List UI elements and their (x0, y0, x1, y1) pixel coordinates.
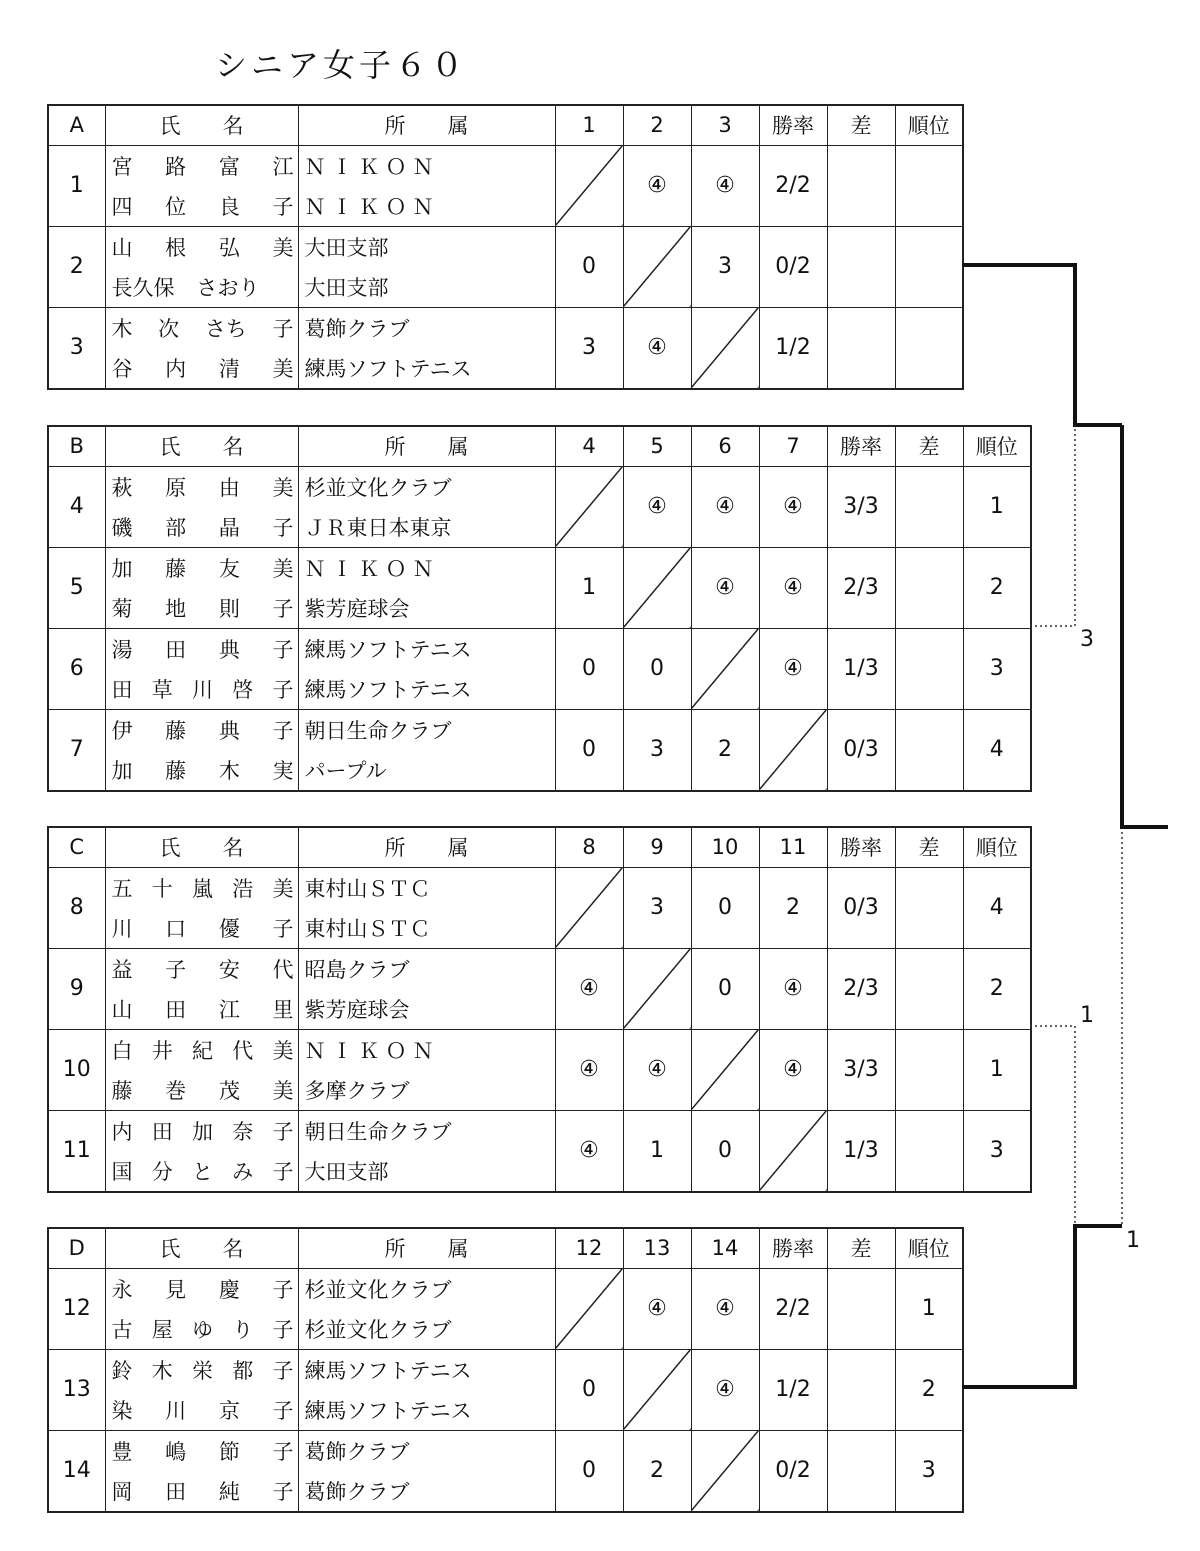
name-part: 子 (272, 1479, 294, 1504)
rank: 2 (963, 948, 1031, 1029)
name-part: 富 (218, 154, 240, 179)
result-cell: ④ (759, 547, 827, 628)
name-part: 藤 (165, 758, 187, 783)
club-name: ＮＩＫＯＮ (304, 1038, 440, 1063)
name-part: 都 (232, 1358, 254, 1383)
entry-number: 9 (48, 948, 105, 1029)
name-part: 美 (272, 556, 294, 581)
name-part: 田 (151, 1119, 173, 1144)
result-cell: 0 (555, 628, 623, 709)
header-opponent-10: 10 (691, 827, 759, 867)
club-name: 東村山ＳＴＣ (304, 876, 431, 901)
win-rate: 0/3 (827, 867, 895, 948)
name-part: 湯 (111, 637, 133, 662)
result-cell: 1 (623, 1110, 691, 1192)
header-club: 所 属 (298, 1228, 555, 1268)
header-opponent-3: 3 (691, 105, 759, 145)
name-part: 草 (151, 677, 173, 702)
club-name: ＮＩＫＯＮ (304, 154, 440, 179)
name-part: 豊 (111, 1439, 133, 1464)
bracket-score-c: 1 (1080, 1003, 1094, 1028)
header-rate: 勝率 (827, 827, 895, 867)
name-part: 里 (272, 997, 294, 1022)
name-part: み (232, 1159, 254, 1184)
name-part: 内 (165, 356, 187, 381)
name-part: 代 (232, 1038, 254, 1063)
club-name: 杉並文化クラブ (304, 1317, 452, 1342)
name-part: 美 (272, 1038, 294, 1063)
result-cell: ④ (759, 948, 827, 1029)
name-part: 子 (272, 916, 294, 941)
win-rate: 0/2 (759, 226, 827, 307)
club-name: 大田支部 (304, 275, 389, 300)
name-part: 五 (111, 876, 133, 901)
rank: 4 (963, 709, 1031, 791)
result-cell: 0 (691, 867, 759, 948)
name-part: 根 (165, 235, 187, 260)
header-opponent-13: 13 (623, 1228, 691, 1268)
league-label: B (48, 426, 105, 466)
result-cell: ④ (691, 145, 759, 226)
header-opponent-5: 5 (623, 426, 691, 466)
entry-number: 8 (48, 867, 105, 948)
rank: 1 (963, 466, 1031, 547)
name-part: 子 (165, 957, 187, 982)
name-part: 見 (165, 1277, 187, 1302)
name-part: 子 (272, 1159, 294, 1184)
header-club: 所 属 (298, 827, 555, 867)
name-part: 井 (151, 1038, 173, 1063)
name-part: 茂 (218, 1078, 240, 1103)
name-part: 江 (218, 997, 240, 1022)
name-part: 典 (218, 637, 240, 662)
league-label: C (48, 827, 105, 867)
name-part: 伊 (111, 718, 133, 743)
name-part: 次 (158, 316, 180, 341)
club-name: 杉並文化クラブ (304, 1277, 452, 1302)
name-part: 子 (272, 316, 294, 341)
club-name: 練馬ソフトテニス (304, 356, 472, 381)
entry-number: 5 (48, 547, 105, 628)
rank: 1 (963, 1029, 1031, 1110)
name-part: 田 (165, 1479, 187, 1504)
header-name: 氏 名 (105, 827, 298, 867)
win-rate: 1/3 (827, 628, 895, 709)
name-part: 子 (272, 1439, 294, 1464)
entry-number: 13 (48, 1349, 105, 1430)
name-part: 子 (272, 1277, 294, 1302)
name-part: 優 (218, 916, 240, 941)
name-part: 川 (192, 677, 213, 702)
name-part: 分 (151, 1159, 173, 1184)
header-club: 所 属 (298, 426, 555, 466)
result-cell: ④ (691, 547, 759, 628)
name-part: 路 (165, 154, 187, 179)
name-part: 浩 (232, 876, 254, 901)
result-cell: 0 (623, 628, 691, 709)
club-name: パープル (304, 758, 387, 783)
result-cell: ④ (623, 1268, 691, 1349)
club-name: 朝日生命クラブ (304, 718, 452, 743)
header-diff: 差 (827, 105, 895, 145)
name-part: 加 (192, 1119, 213, 1144)
club-name: 大田支部 (304, 1159, 389, 1184)
rank: 2 (963, 547, 1031, 628)
entry-number: 4 (48, 466, 105, 547)
name-part: 部 (165, 515, 187, 540)
name-part: 子 (272, 515, 294, 540)
name-part: 磯 (111, 515, 133, 540)
header-rate: 勝率 (827, 426, 895, 466)
name-part: り (232, 1317, 254, 1342)
club-name: 朝日生命クラブ (304, 1119, 452, 1144)
club-name: 練馬ソフトテニス (304, 677, 472, 702)
name-part: 実 (272, 758, 294, 783)
win-rate: 1/2 (759, 1349, 827, 1430)
club-name: 昭島クラブ (304, 957, 410, 982)
header-opponent-9: 9 (623, 827, 691, 867)
result-cell: 0 (555, 1349, 623, 1430)
name-part: 白 (111, 1038, 133, 1063)
result-cell: 3 (555, 307, 623, 389)
name-part: 木 (218, 758, 240, 783)
name-part: 嶋 (165, 1439, 187, 1464)
header-rank: 順位 (895, 105, 963, 145)
name-part: 菊 (111, 596, 133, 621)
name-part: と (192, 1159, 213, 1184)
win-rate: 1/2 (759, 307, 827, 389)
name-part: 巻 (165, 1078, 187, 1103)
club-name: ＮＩＫＯＮ (304, 556, 440, 581)
name-part: 国 (111, 1159, 133, 1184)
result-cell: ④ (691, 466, 759, 547)
entry-number: 11 (48, 1110, 105, 1192)
name-part: 川 (165, 1398, 187, 1423)
name-part: 古 (111, 1317, 133, 1342)
name-part: 代 (272, 957, 294, 982)
name-part: 加 (111, 758, 133, 783)
header-opponent-8: 8 (555, 827, 623, 867)
name-part: 木 (111, 316, 133, 341)
win-rate: 3/3 (827, 1029, 895, 1110)
result-cell: ④ (623, 307, 691, 389)
result-cell: 0 (691, 1110, 759, 1192)
club-name: 練馬ソフトテニス (304, 1398, 472, 1423)
win-rate: 1/3 (827, 1110, 895, 1192)
name-part: 典 (218, 718, 240, 743)
header-name: 氏 名 (105, 1228, 298, 1268)
name-part: 原 (165, 475, 187, 500)
name-part: 子 (272, 718, 294, 743)
result-cell: ④ (691, 1268, 759, 1349)
header-rank: 順位 (895, 1228, 963, 1268)
name-part: 清 (218, 356, 240, 381)
result-cell: 0 (555, 226, 623, 307)
bracket-score-d: 1 (1126, 1228, 1140, 1253)
name-part: 藤 (111, 1078, 133, 1103)
club-name: 練馬ソフトテニス (304, 1358, 472, 1383)
name-part: 四 (111, 194, 133, 219)
bracket-line-b (1030, 425, 1075, 626)
win-rate: 0/2 (759, 1430, 827, 1512)
result-cell: 3 (691, 226, 759, 307)
bracket-line-d (962, 1226, 1122, 1387)
header-rate: 勝率 (759, 105, 827, 145)
name-part: 宮 (111, 154, 133, 179)
bracket-line-c (1030, 1026, 1075, 1226)
name-part: 美 (272, 235, 294, 260)
name-part: 由 (218, 475, 240, 500)
entry-number: 7 (48, 709, 105, 791)
name-part: 永 (111, 1277, 133, 1302)
name-part: 長久保 (111, 275, 175, 300)
result-cell: ④ (555, 1110, 623, 1192)
result-cell: 2 (623, 1430, 691, 1512)
name-part: 子 (272, 596, 294, 621)
header-opponent-12: 12 (555, 1228, 623, 1268)
result-cell: ④ (759, 1029, 827, 1110)
win-rate: 2/2 (759, 145, 827, 226)
name-part: 藤 (165, 556, 187, 581)
header-rank: 順位 (963, 426, 1031, 466)
win-rate: 2/2 (759, 1268, 827, 1349)
club-name: ＪＲ東日本東京 (304, 515, 452, 540)
rank: 1 (895, 1268, 963, 1349)
name-part: 紀 (192, 1038, 213, 1063)
result-cell: ④ (759, 628, 827, 709)
entry-number: 3 (48, 307, 105, 389)
league-label: D (48, 1228, 105, 1268)
name-part: 美 (272, 876, 294, 901)
name-part: ゆ (192, 1317, 213, 1342)
name-part: 位 (165, 194, 187, 219)
result-cell: 0 (555, 709, 623, 791)
name-part: 良 (218, 194, 240, 219)
rank: 3 (963, 1110, 1031, 1192)
name-part: 弘 (218, 235, 240, 260)
header-opponent-7: 7 (759, 426, 827, 466)
name-part: 口 (165, 916, 187, 941)
name-part: 染 (111, 1398, 133, 1423)
name-part: 加 (111, 556, 133, 581)
club-name: ＮＩＫＯＮ (304, 194, 440, 219)
header-name: 氏 名 (105, 105, 298, 145)
name-part: 純 (218, 1479, 240, 1504)
result-cell: 1 (555, 547, 623, 628)
result-cell: 2 (691, 709, 759, 791)
club-name: 葛飾クラブ (304, 1479, 410, 1504)
name-part: 子 (272, 1317, 294, 1342)
club-name: 紫芳庭球会 (304, 596, 410, 621)
result-cell: ④ (759, 466, 827, 547)
name-part: 奈 (232, 1119, 254, 1144)
name-part: 藤 (165, 718, 187, 743)
name-part: 晶 (218, 515, 240, 540)
entry-number: 1 (48, 145, 105, 226)
club-name: 多摩クラブ (304, 1078, 410, 1103)
name-part: 京 (218, 1398, 240, 1423)
header-opponent-4: 4 (555, 426, 623, 466)
header-diff: 差 (827, 1228, 895, 1268)
result-cell: ④ (555, 948, 623, 1029)
entry-number: 6 (48, 628, 105, 709)
name-part: 屋 (151, 1317, 173, 1342)
name-part: 萩 (111, 475, 133, 500)
name-part: 岡 (111, 1479, 133, 1504)
league-label: A (48, 105, 105, 145)
name-part: 田 (165, 637, 187, 662)
win-rate: 2/3 (827, 547, 895, 628)
header-club: 所 属 (298, 105, 555, 145)
header-diff: 差 (895, 426, 963, 466)
header-diff: 差 (895, 827, 963, 867)
name-part: 山 (111, 997, 133, 1022)
result-cell: ④ (555, 1029, 623, 1110)
bracket-score-ab: 3 (1080, 627, 1094, 652)
result-cell: 3 (623, 709, 691, 791)
name-part: 美 (272, 1078, 294, 1103)
header-opponent-6: 6 (691, 426, 759, 466)
name-part: 内 (111, 1119, 133, 1144)
club-name: 大田支部 (304, 235, 389, 260)
rank: 3 (963, 628, 1031, 709)
win-rate: 0/3 (827, 709, 895, 791)
result-cell: 3 (623, 867, 691, 948)
header-opponent-14: 14 (691, 1228, 759, 1268)
name-part: 地 (165, 596, 187, 621)
entry-number: 10 (48, 1029, 105, 1110)
club-name: 杉並文化クラブ (304, 475, 452, 500)
name-part: 益 (111, 957, 133, 982)
name-part: 安 (218, 957, 240, 982)
name-part: 十 (151, 876, 173, 901)
name-part: 慶 (218, 1277, 240, 1302)
name-part: さち (204, 316, 247, 341)
name-part: 鈴 (111, 1358, 133, 1383)
name-part: 木 (151, 1358, 173, 1383)
name-part: 谷 (111, 356, 133, 381)
club-name: 東村山ＳＴＣ (304, 916, 431, 941)
header-name: 氏 名 (105, 426, 298, 466)
name-part: 川 (111, 916, 133, 941)
result-cell: ④ (691, 1349, 759, 1430)
club-name: 紫芳庭球会 (304, 997, 410, 1022)
header-opponent-2: 2 (623, 105, 691, 145)
entry-number: 12 (48, 1268, 105, 1349)
result-cell: ④ (623, 1029, 691, 1110)
result-cell: ④ (623, 466, 691, 547)
rank: 2 (895, 1349, 963, 1430)
name-part: 子 (272, 637, 294, 662)
name-part: 嵐 (192, 876, 213, 901)
header-opponent-1: 1 (555, 105, 623, 145)
result-cell: 2 (759, 867, 827, 948)
club-name: 練馬ソフトテニス (304, 637, 472, 662)
name-part: 節 (218, 1439, 240, 1464)
name-part: 子 (272, 194, 294, 219)
name-part: 美 (272, 356, 294, 381)
name-part: 山 (111, 235, 133, 260)
name-part: 子 (272, 1358, 294, 1383)
entry-number: 2 (48, 226, 105, 307)
bracket-line-a (962, 265, 1122, 425)
result-cell: 0 (555, 1430, 623, 1512)
rank: 3 (895, 1430, 963, 1512)
name-part: 江 (272, 154, 294, 179)
name-part: 子 (272, 1119, 294, 1144)
header-rank: 順位 (963, 827, 1031, 867)
name-part: 子 (272, 677, 294, 702)
win-rate: 2/3 (827, 948, 895, 1029)
name-part: 田 (111, 677, 133, 702)
header-opponent-11: 11 (759, 827, 827, 867)
result-cell: 0 (691, 948, 759, 1029)
club-name: 葛飾クラブ (304, 1439, 410, 1464)
entry-number: 14 (48, 1430, 105, 1512)
page-title: シニア女子６０ (215, 46, 468, 84)
win-rate: 3/3 (827, 466, 895, 547)
header-rate: 勝率 (759, 1228, 827, 1268)
club-name: 葛飾クラブ (304, 316, 410, 341)
name-part: 則 (218, 596, 240, 621)
name-part: 友 (218, 556, 240, 581)
rank: 4 (963, 867, 1031, 948)
name-part: 子 (272, 1398, 294, 1423)
result-cell: ④ (623, 145, 691, 226)
name-part: 啓 (232, 677, 254, 702)
name-part: 田 (165, 997, 187, 1022)
name-part: さおり (196, 275, 260, 300)
name-part: 美 (272, 475, 294, 500)
name-part: 栄 (192, 1358, 213, 1383)
